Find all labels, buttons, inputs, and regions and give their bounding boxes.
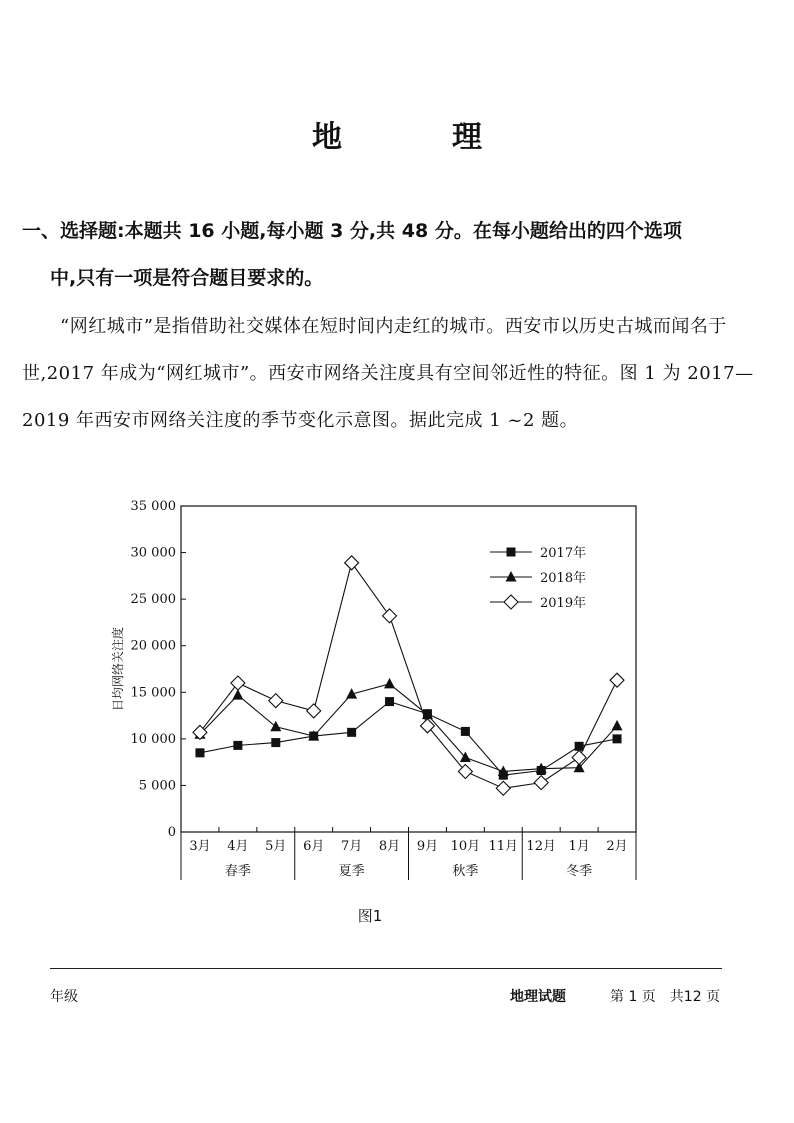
- x-tick-label: 2月: [606, 839, 628, 854]
- data-point-0: [385, 697, 394, 706]
- x-tick-label: 1月: [568, 839, 590, 854]
- data-point-1: [612, 720, 623, 731]
- data-point-0: [271, 738, 280, 747]
- data-point-2: [383, 609, 397, 623]
- question-passage: “网红城市”是指借助社交媒体在短时间内走红的城市。西安市以历史古城而闻名于世,2017 年成为“网红城市”。西安市网络关注度具有空间邻近性的特征。图 1 为 2017—2019 年西安市网络关注度的季节变化示意图。据此完成 1 ~2 题。: [22, 316, 754, 431]
- legend-label: 2018年: [540, 571, 587, 586]
- x-tick-label: 11月: [488, 839, 519, 854]
- x-tick-label: 12月: [526, 839, 556, 854]
- attention-line-chart: [0, 490, 794, 900]
- y-tick-label: 25 000: [130, 592, 176, 608]
- y-tick-label: 30 000: [130, 545, 176, 561]
- data-point-2: [307, 704, 321, 718]
- y-tick-label: 35 000: [130, 499, 176, 514]
- data-point-0: [461, 727, 470, 736]
- data-point-1: [270, 721, 281, 732]
- page-title: 地 理: [312, 120, 522, 155]
- x-tick-label: 7月: [340, 839, 363, 854]
- footer-page-number: 第 1 页 共12 页: [610, 989, 721, 1005]
- x-tick-label: 10月: [450, 839, 481, 854]
- footer-rule: [50, 968, 722, 969]
- data-point-1: [384, 678, 395, 689]
- season-label: 冬季: [566, 864, 593, 879]
- data-point-0: [195, 748, 204, 757]
- legend-marker: [506, 571, 517, 582]
- y-tick-label: 20 000: [130, 638, 176, 654]
- y-axis-label: 日均网络关注度: [111, 626, 125, 712]
- x-tick-label: 4月: [227, 839, 249, 854]
- season-label: 秋季: [452, 864, 479, 879]
- data-point-2: [193, 725, 207, 739]
- x-tick-label: 5月: [265, 839, 287, 854]
- y-tick-label: 5 000: [138, 778, 176, 794]
- footer-subject: 地理试题: [510, 989, 566, 1005]
- figure-caption: 图1: [357, 907, 383, 925]
- series-line-0: [200, 702, 617, 776]
- x-tick-label: 9月: [416, 839, 439, 854]
- data-point-2: [345, 556, 359, 570]
- data-point-0: [347, 728, 356, 737]
- y-tick-label: 10 000: [130, 731, 176, 747]
- legend-label: 2017年: [540, 546, 587, 561]
- footer-grade: 年级: [50, 989, 78, 1005]
- data-point-2: [231, 676, 245, 690]
- season-label: 夏季: [338, 864, 365, 879]
- data-point-0: [233, 741, 242, 750]
- x-tick-label: 3月: [189, 839, 211, 854]
- x-tick-label: 8月: [378, 839, 401, 854]
- season-label: 春季: [224, 864, 251, 879]
- section-heading-line1: 一、选择题:本题共 16 小题,每小题 3 分,共 48 分。在每小题给出的四个选项: [22, 220, 682, 242]
- data-point-2: [610, 673, 624, 687]
- x-tick-label: 6月: [303, 839, 325, 854]
- data-point-2: [496, 781, 510, 795]
- data-point-2: [534, 776, 548, 790]
- data-point-2: [458, 764, 472, 778]
- series-line-1: [200, 684, 617, 772]
- legend-marker: [507, 548, 516, 557]
- legend-label: 2019年: [540, 596, 587, 611]
- data-point-2: [269, 694, 283, 708]
- y-tick-label: 0: [167, 825, 176, 840]
- legend-marker: [504, 595, 518, 609]
- y-tick-label: 15 000: [130, 685, 176, 701]
- data-point-0: [575, 742, 584, 751]
- section-heading-line2: 中,只有一项是符合题目要求的。: [50, 267, 324, 289]
- data-point-0: [613, 734, 622, 743]
